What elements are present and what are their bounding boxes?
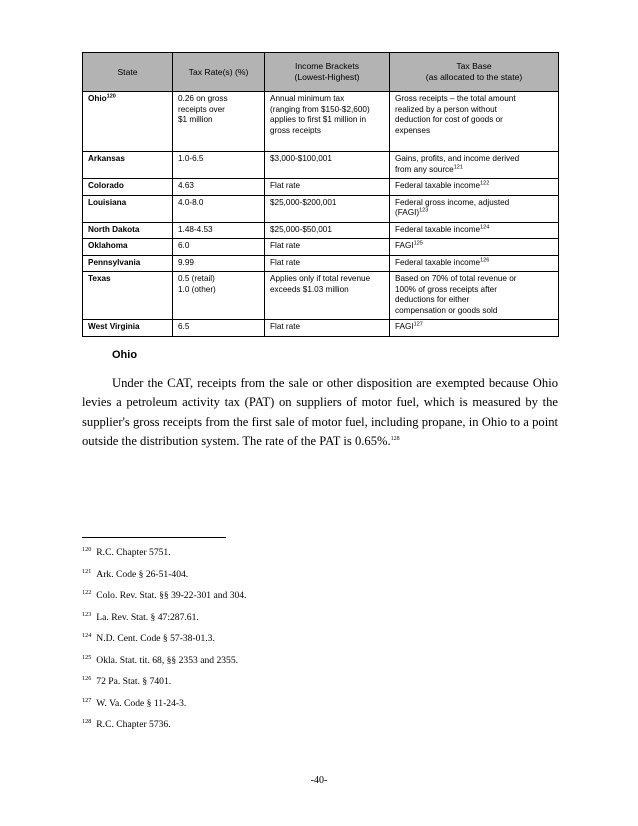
cell-tax-base bbox=[390, 239, 559, 256]
cell-tax-rate-text: 0.26 on gross receipts over $1 million bbox=[178, 94, 228, 124]
footnote-number: 126 bbox=[82, 675, 92, 682]
cell-state bbox=[83, 222, 173, 239]
cell-tax-rate bbox=[173, 239, 265, 256]
cell-state-text: Pennsylvania bbox=[88, 257, 141, 267]
footnote-text: W. Va. Code § 11-24-3. bbox=[96, 697, 187, 709]
cell-income-brackets-text: Flat rate bbox=[270, 257, 301, 267]
cell-tax-base bbox=[390, 320, 559, 337]
cell-tax-rate-text: 6.5 bbox=[178, 322, 190, 331]
cell-tax-base-text: Federal taxable income bbox=[395, 181, 481, 190]
cell-tax-rate-text: 1.0-6.5 bbox=[178, 154, 204, 163]
section-heading: Ohio bbox=[112, 349, 138, 361]
header-income-brackets: Income Brackets (Lowest-Highest) bbox=[265, 53, 390, 92]
cell-income-brackets bbox=[265, 255, 390, 272]
footnote-number: 128 bbox=[82, 718, 92, 725]
cell-tax-base bbox=[390, 255, 559, 272]
cell-tax-rate-text: 4.0-8.0 bbox=[178, 197, 204, 207]
footnote-ref: 120 bbox=[106, 93, 116, 100]
cell-tax-rate bbox=[173, 195, 265, 222]
table-row bbox=[83, 272, 559, 320]
cell-tax-base-text: FAGI bbox=[395, 241, 414, 250]
cell-state bbox=[83, 152, 173, 179]
footnote-text: R.C. Chapter 5751. bbox=[96, 547, 171, 559]
cell-state bbox=[83, 239, 173, 256]
cell-state bbox=[83, 179, 173, 196]
cell-income-brackets-text: Applies only if total revenue exceeds $1.03 million bbox=[270, 274, 371, 294]
footnote bbox=[82, 543, 558, 565]
cell-income-brackets bbox=[265, 152, 390, 179]
cell-tax-base bbox=[390, 222, 559, 239]
footnote bbox=[82, 672, 558, 694]
cell-income-brackets-text: Flat rate bbox=[270, 322, 301, 331]
cell-state-text: Ohio bbox=[88, 94, 107, 103]
footnote-separator bbox=[82, 537, 226, 538]
cell-tax-rate bbox=[173, 272, 265, 320]
cell-income-brackets-text: Flat rate bbox=[270, 241, 301, 250]
cell-tax-rate-text: 4.63 bbox=[178, 181, 194, 190]
cell-tax-rate bbox=[173, 320, 265, 337]
cell-income-brackets-text: Flat rate bbox=[270, 181, 301, 190]
footnote-number: 127 bbox=[82, 696, 92, 704]
cell-state-text: Texas bbox=[88, 274, 111, 283]
footnote-ref: 121 bbox=[453, 163, 463, 170]
cell-tax-rate bbox=[173, 92, 265, 152]
cell-tax-base-text: Gross receipts – the total amount realized by a person without deduction for cost of goods or expenses bbox=[395, 94, 516, 135]
footnote-number: 123 bbox=[82, 610, 92, 618]
table-row bbox=[83, 152, 559, 179]
cell-tax-rate bbox=[173, 222, 265, 239]
footnote-text: N.D. Cent. Code § 57-38-01.3. bbox=[96, 633, 215, 645]
footnote-ref: 127 bbox=[413, 321, 423, 328]
cell-tax-rate-text: 9.99 bbox=[178, 257, 194, 267]
footnote bbox=[82, 651, 558, 673]
table-row bbox=[83, 239, 559, 256]
cell-tax-base bbox=[390, 272, 559, 320]
cell-income-brackets bbox=[265, 195, 390, 222]
cell-state-text: Colorado bbox=[88, 181, 124, 190]
footnote-number: 120 bbox=[82, 546, 92, 553]
cell-income-brackets bbox=[265, 222, 390, 239]
footnote-ref: 126 bbox=[480, 256, 490, 263]
footnote-text: Okla. Stat. tit. 68, §§ 2353 and 2355. bbox=[96, 654, 239, 666]
table-row bbox=[83, 179, 559, 196]
footnote bbox=[82, 715, 558, 737]
cell-tax-base bbox=[390, 152, 559, 179]
footnote-number: 125 bbox=[82, 653, 92, 661]
footnote bbox=[82, 629, 558, 651]
cell-income-brackets bbox=[265, 272, 390, 320]
table-row bbox=[83, 255, 559, 272]
footnote bbox=[82, 565, 558, 587]
cell-state bbox=[83, 92, 173, 152]
body-paragraph bbox=[82, 374, 558, 452]
cell-income-brackets bbox=[265, 92, 390, 152]
header-state: State bbox=[83, 53, 173, 92]
cell-state-text: Oklahoma bbox=[88, 241, 128, 250]
header-tax-base: Tax Base (as allocated to the state) bbox=[390, 53, 559, 92]
cell-tax-base bbox=[390, 179, 559, 196]
cell-tax-base-text: Gains, profits, and income derived from any source bbox=[395, 154, 520, 174]
cell-tax-rate-text: 6.0 bbox=[178, 241, 190, 250]
cell-state bbox=[83, 272, 173, 320]
footnote-text: Ark. Code § 26-51-404. bbox=[96, 568, 189, 580]
cell-income-brackets-text: $3,000-$100,001 bbox=[270, 154, 332, 163]
cell-tax-base bbox=[390, 92, 559, 152]
cell-state bbox=[83, 195, 173, 222]
footnote-ref: 124 bbox=[480, 223, 490, 230]
cell-income-brackets-text: Annual minimum tax (ranging from $150-$2,600) applies to first $1 million in gross receipts bbox=[270, 94, 370, 135]
footnote-text: R.C. Chapter 5736. bbox=[96, 719, 171, 731]
cell-tax-rate bbox=[173, 152, 265, 179]
footnote-ref: 125 bbox=[413, 240, 423, 247]
cell-tax-rate-text: 1.48-4.53 bbox=[178, 224, 213, 234]
cell-tax-base-text: Federal gross income, adjusted (FAGI) bbox=[395, 197, 510, 217]
footnote-number: 121 bbox=[82, 567, 92, 575]
footnote-text: La. Rev. Stat. § 47:287.61. bbox=[96, 611, 199, 623]
footnote bbox=[82, 694, 558, 716]
table-row bbox=[83, 92, 559, 152]
footnote bbox=[82, 586, 558, 608]
paragraph-text: Under the CAT, receipts from the sale or other disposition are exempted because Ohio levies a petroleum activity tax (PAT) on suppliers of motor fuel, which is measured by the supplier's gross receipts from the first sale of motor fuel, including propane, in Ohio to a point outside the distribution system. The rate of the PAT is 0.65%. bbox=[82, 376, 558, 449]
cell-tax-base-text: FAGI bbox=[395, 322, 414, 331]
footnote-ref-128: 128 bbox=[390, 436, 400, 443]
cell-state bbox=[83, 255, 173, 272]
footnote-number: 124 bbox=[82, 632, 92, 639]
table-header-row bbox=[83, 53, 559, 92]
state-tax-table bbox=[82, 52, 559, 337]
footnote-ref: 123 bbox=[419, 207, 429, 214]
header-tax-rate: Tax Rate(s) (%) bbox=[173, 53, 265, 92]
cell-state-text: West Virginia bbox=[88, 322, 140, 331]
cell-state-text: Arkansas bbox=[88, 154, 125, 163]
cell-income-brackets bbox=[265, 320, 390, 337]
cell-income-brackets-text: $25,000-$200,001 bbox=[270, 197, 337, 207]
cell-income-brackets bbox=[265, 239, 390, 256]
cell-state-text: North Dakota bbox=[88, 224, 140, 234]
cell-state bbox=[83, 320, 173, 337]
cell-income-brackets bbox=[265, 179, 390, 196]
footnote-text: 72 Pa. Stat. § 7401. bbox=[96, 676, 172, 688]
cell-tax-rate bbox=[173, 179, 265, 196]
cell-tax-base-text: Based on 70% of total revenue or 100% of gross receipts after deductions for either compensation or goods sold bbox=[395, 274, 517, 315]
cell-tax-rate-text: 0.5 (retail) 1.0 (other) bbox=[178, 274, 216, 294]
cell-income-brackets-text: $25,000-$50,001 bbox=[270, 224, 332, 234]
cell-tax-rate bbox=[173, 255, 265, 272]
footnote-number: 122 bbox=[82, 589, 92, 596]
cell-state-text: Louisiana bbox=[88, 197, 127, 207]
table-row bbox=[83, 320, 559, 337]
footnotes-list bbox=[82, 543, 558, 737]
table-row bbox=[83, 195, 559, 222]
cell-tax-base-text: Federal taxable income bbox=[395, 224, 481, 234]
cell-tax-base bbox=[390, 195, 559, 222]
footnote bbox=[82, 608, 558, 630]
table-row bbox=[83, 222, 559, 239]
footnote-text: Colo. Rev. Stat. §§ 39-22-301 and 304. bbox=[96, 590, 247, 602]
page-number: -40- bbox=[310, 775, 328, 786]
footnote-ref: 122 bbox=[480, 180, 490, 187]
cell-tax-base-text: Federal taxable income bbox=[395, 257, 481, 267]
